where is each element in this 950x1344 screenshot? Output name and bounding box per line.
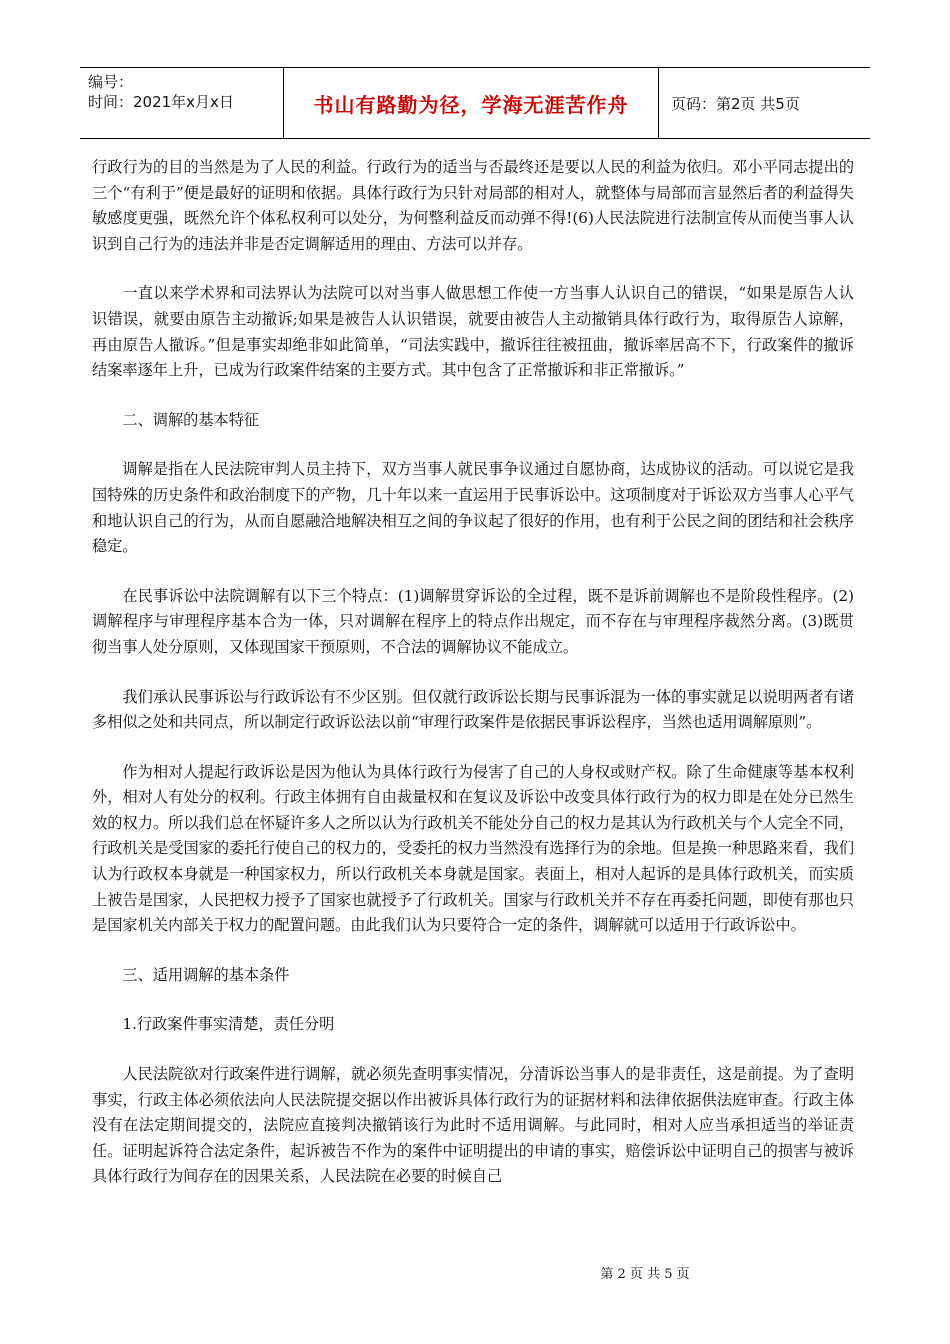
header-meta [80, 68, 284, 138]
paragraph: 人民法院欲对行政案件进行调解，就必须先查明事实情况，分清诉讼当事人的是非责任，这是前提。为了查明事实，行政主体必须依法向人民法院提交据以作出被诉具体行政行为的证据材料和法律依据供法庭审查。行政主体没有在法定期间提交的，法院应直接判决撤销该行为此时不适用调解。与此同时，相对人应当承担适当的举证责任。证明起诉符合法定条件，起诉被告不作为的案件中证明提出的申请的事实，赔偿诉讼中证明自己的损害与被诉具体行政行为间存在的因果关系，人民法院在必要的时候自己 [92, 1065, 854, 1186]
paragraph: 在民事诉讼中法院调解有以下三个特点：(1)调解贯穿诉讼的全过程，既不是诉前调解也不是阶段性程序。(2)调解程序与审理程序基本合为一体，只对调解在程序上的特点作出规定，而不存在与审理程序裁然分离。(3)既贯彻当事人处分原则，又体现国家干预原则，不合法的调解协议不能成立。 [92, 586, 854, 656]
paragraph: 调解是指在人民法院审判人员主持下，双方当事人就民事争议通过自愿协商，达成协议的活动。可以说它是我国特殊的历史条件和政治制度下的产物，几十年以来一直运用于民事诉讼中。这项制度对于诉讼双方当事人心平气和地认识自己的行为，从而自愿融洽地解决相互之间的争议起了很好的作用，也有利于公民之间的团结和社会秩序稳定。 [92, 460, 854, 556]
header-motto: 书山有路勤为径，学海无涯苦作舟 [284, 68, 659, 138]
paragraph: 作为相对人提起行政诉讼是因为他认为具体行政行为侵害了自己的人身权或财产权。除了生命健康等基本权利外，相对人有处分的权利。行政主体拥有自由裁量权和在复议及诉讼中改变具体行政行为的权力即是在处分已然生效的权力。所以我们总在怀疑许多人之所以认为行政机关不能处分自己的权力是其认为行政机关与个人完全不同，行政机关是受国家的委托行使自己的权力的，受委托的权力当然没有选择行为的余地。但是换一种思路来看，我们认为行政权本身就是一种国家权力，所以行政机关本身就是国家。表面上，相对人起诉的是具体行政机关，而实质上被告是国家，人民把权力授予了国家也就授予了行政机关。国家与行政机关并不存在再委托问题，即使有那也只是国家机关内部关于权力的配置问题。由此我们认为只要符合一定的条件，调解就可以适用于行政诉讼中。 [92, 762, 854, 935]
paragraph: 我们承认民事诉讼与行政诉讼有不少区别。但仅就行政诉讼长期与民事诉混为一体的事实就足以说明两者有诸多相似之处和共同点，所以制定行政诉讼法以前“审理行政案件是依据民事诉讼程序，当然也适用调解原则”。 [92, 687, 854, 732]
subsection-heading: 1.行政案件事实清楚，责任分明 [122, 1015, 335, 1034]
doc-number-label: 编号： [88, 73, 134, 91]
document-body [92, 155, 854, 1214]
page-footer: 第 2 页 共 5 页 [600, 1267, 690, 1282]
paragraph: 行政行为的目的当然是为了人民的利益。行政行为的适当与否最终还是要以人民的利益为依归。邓小平同志提出的三个“有利于”便是最好的证明和依据。具体行政行为只针对局部的相对人，就整体与局部而言显然后者的利益得失敏感度更强，既然允许个体私权利可以处分，为何整利益反而动弹不得!(6)人民法院进行法制宣传从而使当事人认识到自己行为的违法并非是否定调解适用的理由、方法可以并存。 [92, 158, 854, 253]
page-header [80, 67, 870, 139]
doc-time-label: 时间：2021年x月x日 [88, 93, 234, 111]
section-heading: 三、适用调解的基本条件 [122, 965, 290, 984]
header-page-info: 页码：第2页 共5页 [671, 94, 800, 113]
paragraph: 一直以来学术界和司法界认为法院可以对当事人做思想工作使一方当事人认识自己的错误，“如果是原告人认识错误，就要由原告主动撤诉;如果是被告人认识错误，就要由被告人主动撤销具体行政行为，取得原告人谅解，再由原告人撤诉。”但是事实却绝非如此简单，“司法实践中，撤诉往往被扭曲，撤诉率居高不下，行政案件的撤诉结案率逐年上升，已成为行政案件结案的主要方式。其中包含了正常撤诉和非正常撤诉。” [92, 284, 854, 380]
section-heading: 二、调解的基本特征 [122, 410, 260, 429]
